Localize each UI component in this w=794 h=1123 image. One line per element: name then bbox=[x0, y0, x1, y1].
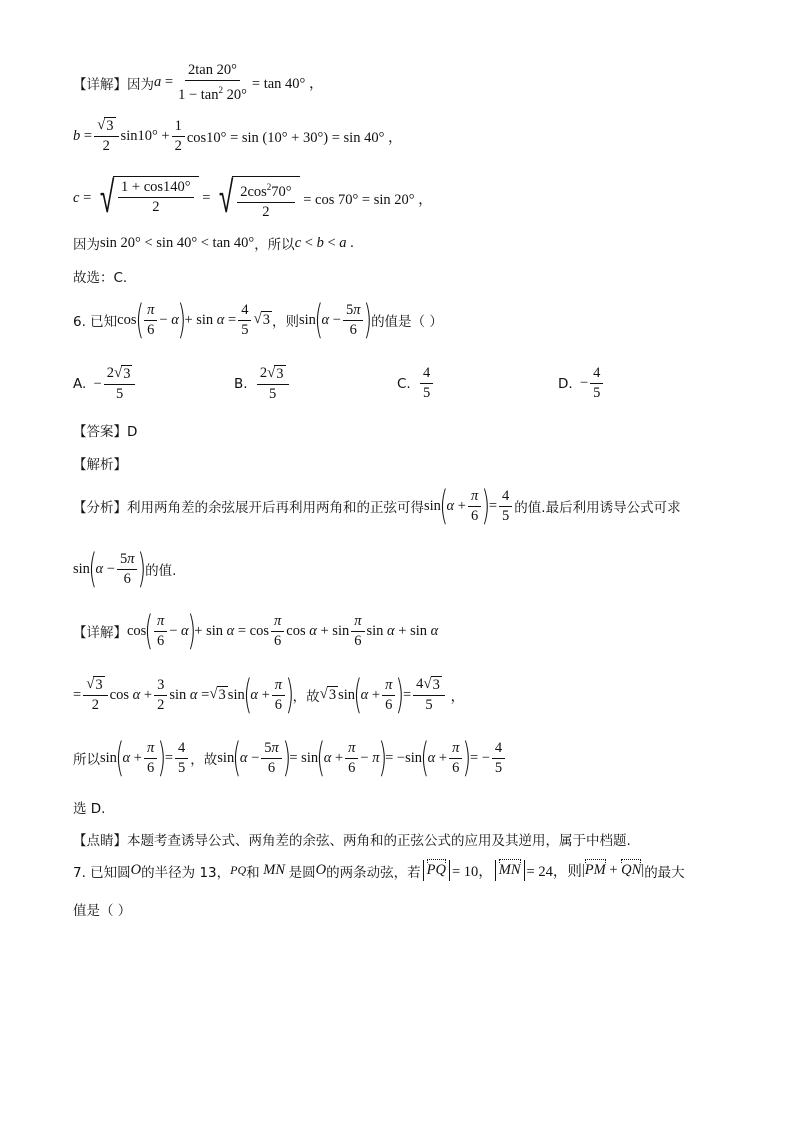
analysis-label: 【解析】 bbox=[73, 457, 127, 473]
question-7-cont: 值是（ ） bbox=[73, 903, 132, 919]
detail-line-3: c = √ $\frac{1 + \cos 140^\circ}{2}$ = √ $\frac{2\cos^270^\circ}{2}$ = cos 70° = sin 20° ， bbox=[73, 172, 433, 224]
detail-line-1: 【详解】 因为 a = $\frac{2\tan 20^\circ}{1 - \tan^2 20^\circ}$ = tan 40° ， bbox=[73, 62, 324, 103]
detail-label: 【详解】 bbox=[73, 76, 127, 93]
dianjing-line: 【点睛】 本题考查诱导公式、两角差的余弦、两角和的正弦公式的应用及其逆用，属于中档题. bbox=[73, 833, 631, 849]
frac-tan: $\frac{2\tan 20^\circ}{1 - \tan^2 20^\circ}$ bbox=[178, 62, 247, 103]
fenxi-line-1: 【分析】 利用两角差的余弦展开后再利用两角和的正弦可得 sin ( α + $\frac{\pi}{6}$ ) = $\frac{4}{5}$ 的值.最后利用诱导公式可求 bbox=[73, 483, 681, 529]
option-c: C. $\frac{4}{5}$ bbox=[397, 365, 435, 402]
question-7: 7. 已知圆 O 的半径为 13， PQ 和 MN 是圆 O 的两条动弦，若 PQ = 10， MN = 24，则 |PM + QN| 的最大 bbox=[73, 862, 685, 881]
q6-detail-line-1: 【详解】 cos ( $\frac{\pi}{6}$ − α ) + sin α = cos $\frac{\pi}{6}$ cos α + sin $\frac{\pi}{6}$ sin α + sin α bbox=[73, 608, 439, 654]
question-6: 6. 已知 cos ( $\frac{\pi}{6}$ − α ) + sin α = $\frac{4}{5}$ √ 3 ，则 sin ( α − $\frac{5\pi}{6}$ ) 的值是（ ） bbox=[73, 297, 443, 343]
option-b: B. 2 √ 3 5 bbox=[234, 365, 291, 403]
because-text: 因为 bbox=[127, 76, 154, 93]
choose-c: 故选：C. bbox=[73, 270, 128, 286]
q6-detail-line-3: 所以 sin ( α + $\frac{\pi}{6}$ ) = $\frac{4}{5}$ ，故 sin ( α − $\frac{5\pi}{6}$ ) = sin ( α + $\frac{\pi}{6}$ − π ) = −sin ( α + $\frac{\pi}{6}$ ) = − $\frac{4}{5}$ bbox=[73, 738, 507, 778]
detail-line-2: b = √ 3 2 sin10° + $\frac{1}{2}$ cos10° = sin (10° + 30°) = sin 40° ， bbox=[73, 117, 403, 154]
option-d: D. − $\frac{4}{5}$ bbox=[558, 365, 605, 402]
q6-detail-line-2: = √ 3 2 cos α + $\frac{3}{2}$ sin α = √ 3 sin ( α + $\frac{\pi}{6}$ ) ，故 √ 3 sin ( α + $\frac{\pi}{6}$ ) = 4 √ 3 5 ， bbox=[73, 672, 466, 718]
option-a: A. − 2 √ 3 5 bbox=[73, 365, 137, 403]
fenxi-line-2: sin ( α − $\frac{5\pi}{6}$ ) 的值. bbox=[73, 546, 177, 592]
math-a: a = bbox=[154, 74, 174, 91]
choose-d: 选 D. bbox=[73, 801, 106, 817]
detail-line-4: 因为 sin 20° < sin 40° < tan 40° ，所以 c < b < a . bbox=[73, 234, 354, 253]
answer-label: 【答案】D bbox=[73, 424, 138, 440]
